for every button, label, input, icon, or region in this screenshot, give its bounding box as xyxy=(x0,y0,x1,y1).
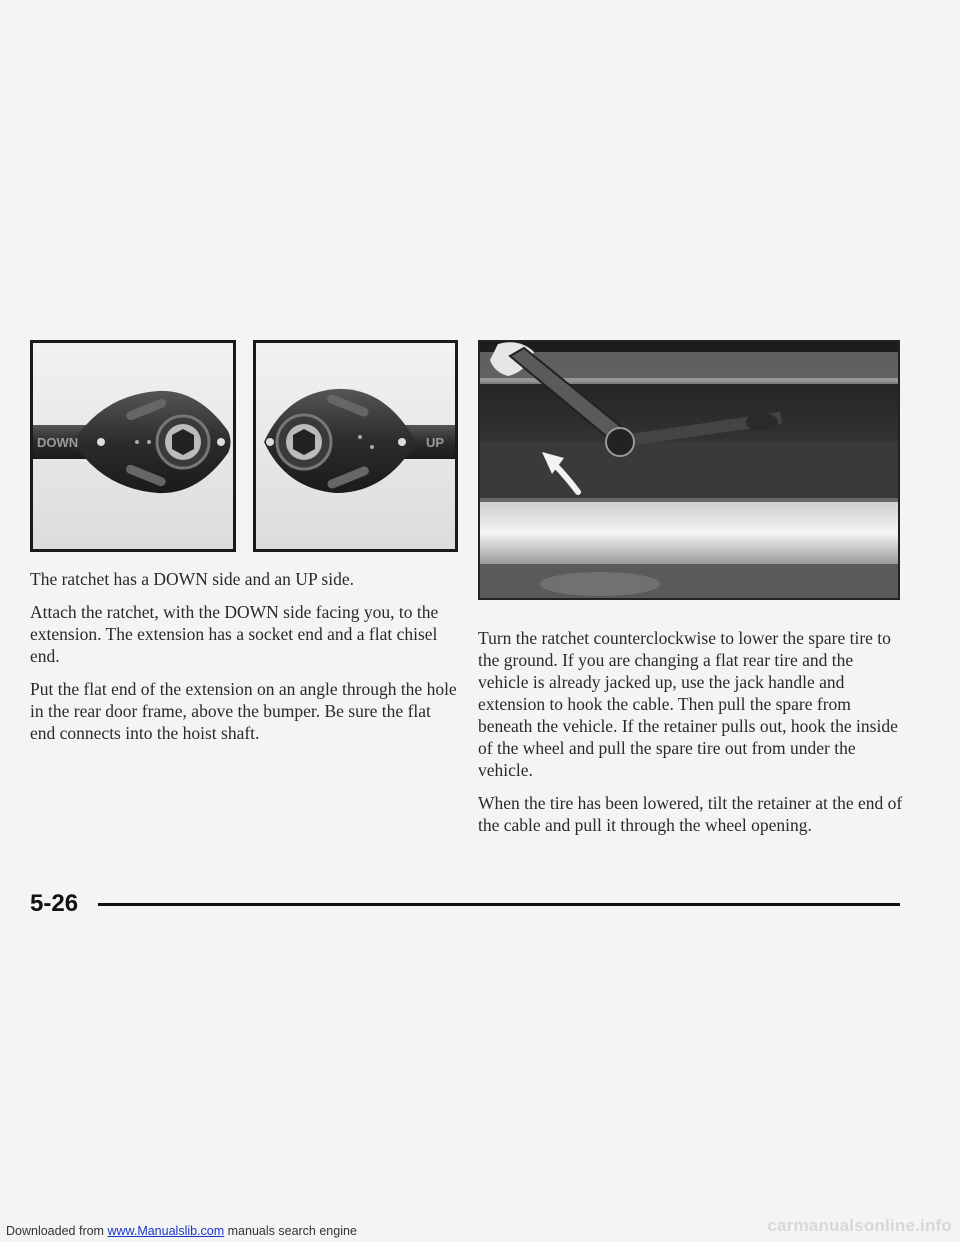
ratchet-up-illustration xyxy=(256,343,455,549)
paragraph-flat-end: Put the flat end of the extension on an angle through the hole in the rear door frame, above the bumper. Be sure the flat end connects into the hoist shaft. xyxy=(30,679,457,743)
page-number: 5-26 xyxy=(30,890,79,917)
paragraph-tilt-retainer: When the tire has been lowered, tilt the retainer at the end of the cable and pull it through the wheel opening. xyxy=(478,793,903,835)
ratchet-up-label: UP xyxy=(426,435,445,450)
footer-rule xyxy=(98,903,900,906)
manualslib-link[interactable]: www.Manualslib.com xyxy=(107,1224,225,1238)
source-suffix: manuals search engine xyxy=(224,1224,357,1238)
source-line xyxy=(6,1224,357,1238)
paragraph-attach-ratchet: Attach the ratchet, with the DOWN side facing you, to the extension. The extension has a socket end and a flat chisel end. xyxy=(30,602,439,666)
left-text-column xyxy=(30,568,460,755)
right-text-column xyxy=(478,627,906,847)
paragraph-lower-spare: Turn the ratchet counterclockwise to lower the spare tire to the ground. If you are changing a flat rear tire and the vehicle is already jacked up, use the jack handle and extension to hook the cable. Then pull the spare from beneath the vehicle. If the retainer pulls out, hook the inside of the wheel and pull the spare tire out from under the vehicle. xyxy=(478,628,898,780)
source-prefix: Downloaded from xyxy=(6,1224,108,1238)
ratchet-up-side-figure xyxy=(253,340,458,552)
extension-hoist-illustration xyxy=(480,342,898,598)
watermark: carmanualsonline.info xyxy=(767,1216,952,1235)
ratchet-down-illustration xyxy=(33,343,233,549)
ratchet-down-side-figure xyxy=(30,340,236,552)
paragraph-ratchet-sides: The ratchet has a DOWN side and an UP side. xyxy=(30,569,354,589)
extension-hoist-photo xyxy=(478,340,900,600)
ratchet-down-label: DOWN xyxy=(37,435,79,450)
